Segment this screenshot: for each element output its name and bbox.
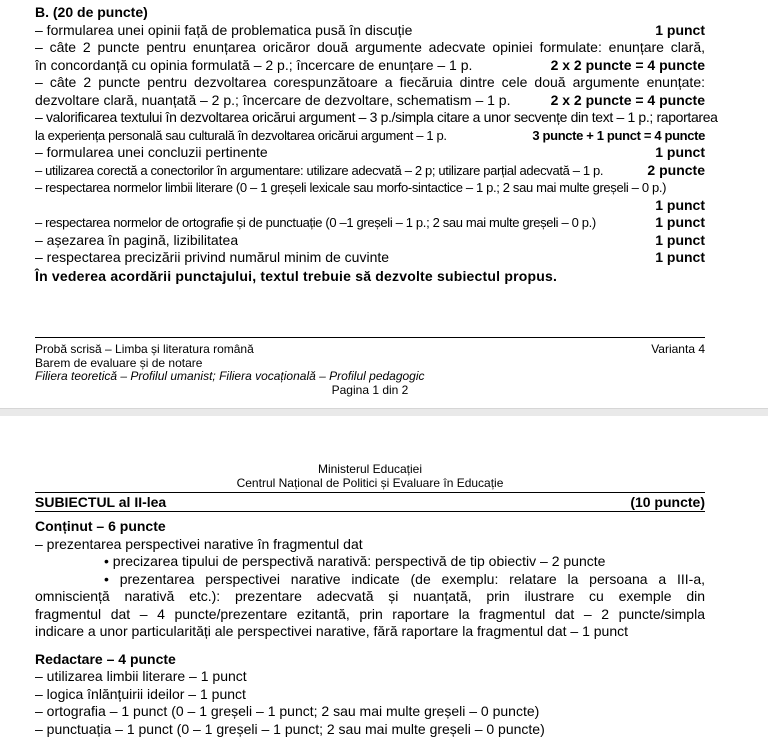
criterion-row [35, 197, 705, 215]
footer-exam-title: Probă scrisă – Limba și literatura română [35, 342, 254, 356]
bullet-continuation: fragmentul dat – 4 puncte/prezentare ezitantă, prin raportare la fragmentul dat – 2 puncte/simpla [35, 605, 705, 622]
criterion-row: – formularea unei concluzii pertinente 1 punct [35, 144, 705, 160]
ministry-name: Ministerul Educației [317, 462, 423, 476]
criterion-row: – utilizarea corectă a conectorilor în argumentare: utilizare adecvată – 2 p; utilizare parțial adecvată – 1 p. 2 puncte [35, 161, 705, 178]
criterion-row: – valorificarea textului în dezvoltarea oricărui argument – 3 p./simpla citare a unor secvențe din text – 1 p.; raportarea [35, 109, 718, 125]
criterion-row: – respectarea precizării privind numărul minim de cuvinte 1 punct [35, 249, 705, 265]
criterion-row: la experiența personală sau culturală în dezvoltarea oricărui argument – 1 p. 3 puncte + 1 punct = 4 puncte [35, 127, 705, 143]
criterion-points: 1 punct [655, 196, 705, 213]
page-header [35, 462, 705, 490]
criterion-points: 2 puncte [647, 161, 705, 178]
criterion-row: – respectarea normelor limbii literare (0 – 1 greșeli lexicale sau morfo-sintactice – 1 p.; 2 sau mai multe greșeli – 0 p.) [35, 180, 667, 195]
footer-barem: Barem de evaluare și de notare [35, 355, 203, 370]
subject-title-bar [35, 492, 705, 512]
criterion-row: – așezarea în pagină, lizibilitatea 1 punct [35, 231, 705, 248]
bullet-continuation: omnisciență narativă etc.): prezentare adecvată și nuanțată, prin ilustrare cu exemple din [35, 588, 705, 604]
redactare-item: – logica înlănțuirii ideilor – 1 punct [35, 685, 246, 702]
center-name: Centrul Național de Politici și Evaluare în Educație [236, 476, 504, 490]
bullet-continuation: indicare a unor particularități ale perspectivei narative, fără raportare la fragmentul dat – 1 punct [35, 623, 628, 639]
content-intro: – prezentarea perspectivei narative în fragmentul dat [35, 535, 363, 552]
criterion-points: 1 punct [655, 231, 705, 248]
subject-title: SUBIECTUL al II-lea [35, 494, 167, 510]
page-2 [0, 416, 768, 750]
bullet-item: • precizarea tipului de perspectivă narativă: perspectivă de tip obiectiv – 2 puncte [104, 553, 606, 569]
content-heading: Conținut – 6 puncte [35, 518, 166, 534]
scoring-notice: În vederea acordării punctajului, textul trebuie să dezvolte subiectul propus. [35, 267, 558, 284]
criterion-points: 1 punct [655, 144, 705, 160]
subject-points: (10 puncte) [630, 494, 705, 510]
redactare-item: – utilizarea limbii literare – 1 punct [35, 668, 247, 684]
criterion-points: 1 punct [655, 249, 705, 265]
redactare-item: – ortografia – 1 punct (0 – 1 greșeli – 1 punct; 2 sau mai multe greșeli – 0 puncte) [35, 703, 540, 719]
section-b [35, 4, 718, 285]
criterion-points: 2 x 2 puncte = 4 puncte [550, 56, 705, 73]
criterion-row: – respectarea normelor de ortografie și de punctuație (0 –1 greșeli – 1 p.; 2 sau mai multe greșeli – 0 p.) 1 punct [35, 214, 705, 230]
subject-2-content [35, 518, 705, 738]
section-b-title: B. (20 de puncte) [35, 4, 148, 20]
redactare-item: – punctuația – 1 punct (0 – 1 greșeli – 1 punct; 2 sau mai multe greșeli – 0 puncte) [35, 720, 545, 737]
criterion-points: 1 punct [655, 214, 705, 230]
footer-page-number: Pagina 1 din 2 [331, 382, 409, 397]
footer-variant: Varianta 4 [651, 342, 705, 356]
page-footer [35, 337, 705, 397]
redactare-heading: Redactare – 4 puncte [35, 650, 176, 667]
criterion-points: 3 puncte + 1 punct = 4 puncte [532, 127, 705, 143]
bullet-item: • prezentarea perspectivei narative indicate (de exemplu: relatare la persoana a III-a, [104, 570, 705, 587]
footer-filiera: Filiera teoretică – Profilul umanist; Filiera vocațională – Profilul pedagogic [35, 369, 425, 383]
criterion-row: în concordanță cu opinia formulată – 2 p.; încercare de enunțare – 1 p. 2 x 2 puncte = 4 puncte [35, 56, 705, 73]
criterion-row: dezvoltare clară, nuanțată – 2 p.; încercare de dezvoltare, schematism – 1 p. 2 x 2 puncte = 4 puncte [35, 91, 705, 108]
criterion-points: 2 x 2 puncte = 4 puncte [550, 91, 705, 108]
criterion-row: – câte 2 puncte pentru dezvoltarea corespunzătoare a fiecăruia dintre cele două argumente enunțate: [35, 74, 705, 90]
criterion-row: – formularea unei opinii față de problematica pusă în discuție 1 punct [35, 21, 705, 38]
criterion-points: 1 punct [655, 21, 705, 38]
criterion-row: – câte 2 puncte pentru enunțarea oricăror două argumente adecvate opiniei formulate: enunțare clară, [35, 39, 705, 55]
